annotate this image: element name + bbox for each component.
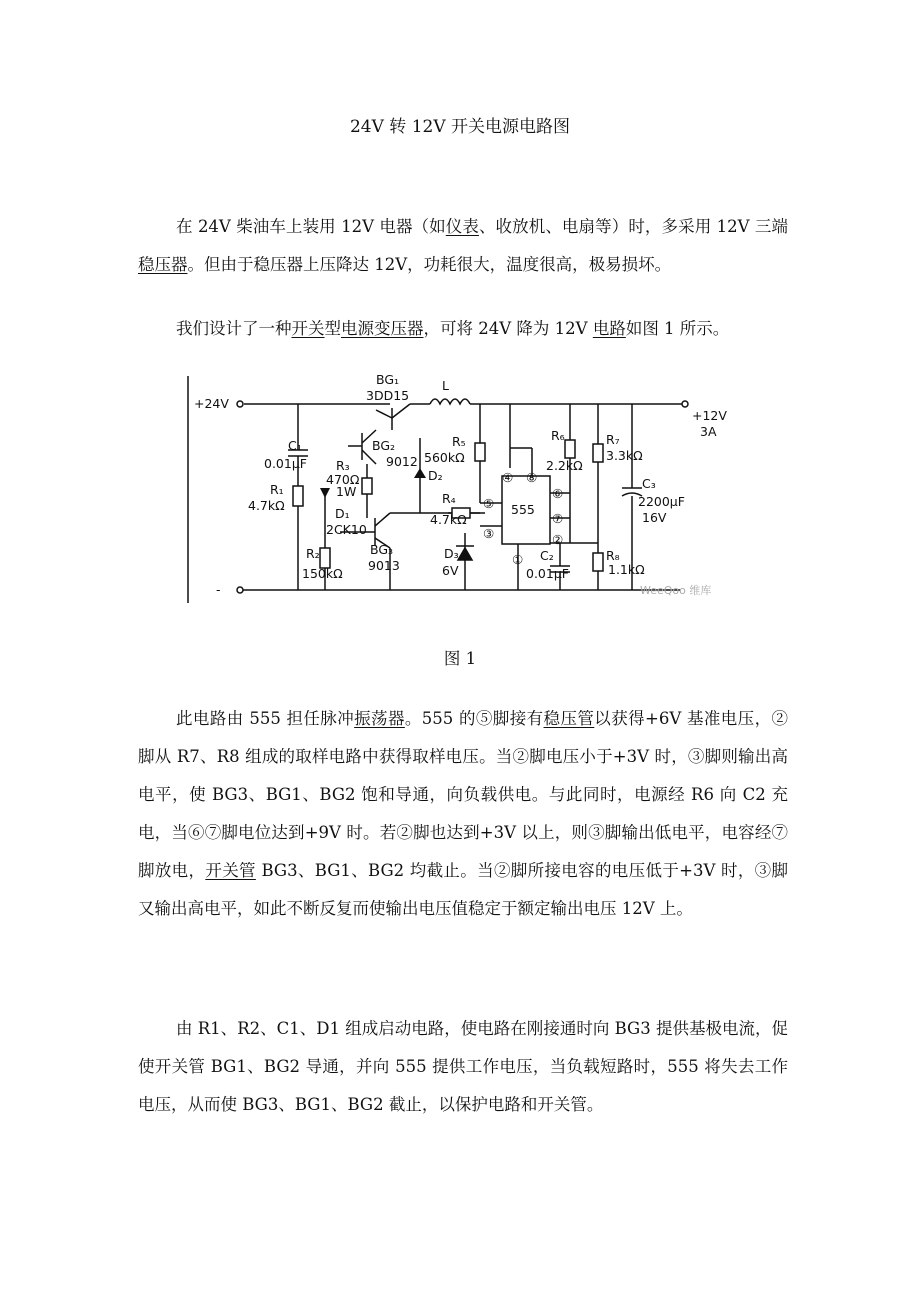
label-r2: R₂ xyxy=(306,546,320,561)
label-r4: R₄ xyxy=(442,491,456,506)
label-minus: - xyxy=(216,582,221,597)
label-r5-value: 560kΩ xyxy=(424,450,465,465)
label-d2: D₂ xyxy=(428,468,443,483)
link-oscillator[interactable]: 振荡器 xyxy=(354,709,405,728)
label-d1: D₁ xyxy=(335,506,350,521)
link-circuit[interactable]: 电路 xyxy=(592,319,626,338)
label-pin7: ⑦ xyxy=(552,511,564,526)
label-c3-value: 2200μF xyxy=(638,494,685,509)
label-r8: R₈ xyxy=(606,548,620,563)
label-bg3: BG₃ xyxy=(370,542,394,557)
label-bg1-part: 3DD15 xyxy=(366,388,410,403)
link-switch[interactable]: 开关 xyxy=(291,319,325,338)
body-paragraph-2: 由 R1、R2、C1、D1 组成启动电路，使电路在刚接通时向 BG3 提供基极电流，促使开关管 BG1、BG2 导通，并向 555 提供工作电压，当负载短路时，555 将失去工作电压，从而使 BG3、BG1、BG2 截止，以保护电路和开关管。 xyxy=(138,1019,788,1114)
label-bg1: BG₁ xyxy=(376,372,400,387)
label-pin8: ⑧ xyxy=(526,470,538,485)
link-power-transformer[interactable]: 电源变压器 xyxy=(341,319,424,338)
label-inductor: L xyxy=(442,378,449,393)
label-r7-value: 3.3kΩ xyxy=(606,448,643,463)
label-r1: R₁ xyxy=(270,482,284,497)
label-pin4: ④ xyxy=(502,470,514,485)
label-ic-555: 555 xyxy=(511,502,535,517)
label-bg2-part: 9012 xyxy=(386,454,418,469)
label-c2: C₂ xyxy=(540,548,554,563)
circuit-schematic xyxy=(180,368,740,613)
label-pin3: ③ xyxy=(483,526,495,541)
label-d1-part: 2CK10 xyxy=(326,522,367,537)
link-instrument[interactable]: 仪表 xyxy=(445,217,479,236)
label-c1: C₁ xyxy=(288,438,302,453)
label-out-voltage: +12V xyxy=(692,408,727,423)
intro-paragraph-1: 在 24V 柴油车上装用 12V 电器（如仪表、收放机、电扇等）时，多采用 12V 三端稳压器。但由于稳压器上压降达 12V，功耗很大，温度很高，极易损坏。 xyxy=(138,217,788,274)
label-bg2: BG₂ xyxy=(372,438,396,453)
link-switch-tube[interactable]: 开关管 xyxy=(205,861,256,880)
intro-paragraph-2: 我们设计了一种开关型电源变压器，可将 24V 降为 12V 电路如图 1 所示。 xyxy=(176,319,730,338)
label-r6-value: 2.2kΩ xyxy=(546,458,583,473)
label-out-current: 3A xyxy=(700,424,717,439)
label-r8-value: 1.1kΩ xyxy=(608,562,645,577)
label-bg3-part: 9013 xyxy=(368,558,400,573)
label-pin1: ① xyxy=(512,552,524,567)
label-c2-value: 0.01μF xyxy=(526,566,569,581)
figure-caption: 图 1 xyxy=(443,649,477,668)
label-d3-value: 6V xyxy=(442,563,459,578)
label-r2-value: 150kΩ xyxy=(302,566,343,581)
label-r5: R₅ xyxy=(452,434,466,449)
link-regulator[interactable]: 稳压器 xyxy=(138,255,188,274)
watermark: WeeQoo 维库 xyxy=(640,584,712,597)
body-paragraph-1: 此电路由 555 担任脉冲振荡器。555 的⑤脚接有稳压管以获得+6V 基准电压，②脚从 R7、R8 组成的取样电路中获得取样电压。当②脚电压小于+3V 时，③脚则输出高电平，使 BG3、BG1、BG2 饱和导通，向负载供电。与此同时，电源经 R6 向 C2 充电，当⑥⑦脚电位达到+9V 时。若②脚也达到+3V 以上，则③脚输出低电平，电容经⑦脚放电，开关管 BG3、BG1、BG2 均截止。当②脚所接电容的电压低于+3V 时，③脚又输出高电平，如此不断反复而使输出电压值稳定于额定输出电压 12V 上。 xyxy=(138,709,789,918)
page-title: 24V 转 12V 开关电源电路图 xyxy=(349,117,571,137)
label-plus24: +24V xyxy=(194,396,229,411)
label-pin6: ⑥ xyxy=(552,486,564,501)
label-r3-value: 470Ω xyxy=(326,472,360,487)
label-r6: R₆ xyxy=(551,428,565,443)
label-pin2: ② xyxy=(552,532,564,547)
label-d3: D₃ xyxy=(444,546,459,561)
label-r3: R₃ xyxy=(336,458,350,473)
label-r4-value: 4.7kΩ xyxy=(430,512,467,527)
label-c1-value: 0.01μF xyxy=(264,456,307,471)
link-zener[interactable]: 稳压管 xyxy=(543,709,595,728)
label-c3-voltage: 16V xyxy=(642,510,667,525)
label-pin5: ⑤ xyxy=(483,496,495,511)
label-r3-watt: 1W xyxy=(336,484,357,499)
label-r1-value: 4.7kΩ xyxy=(248,498,285,513)
label-c3: C₃ xyxy=(642,476,656,491)
label-r7: R₇ xyxy=(606,432,620,447)
